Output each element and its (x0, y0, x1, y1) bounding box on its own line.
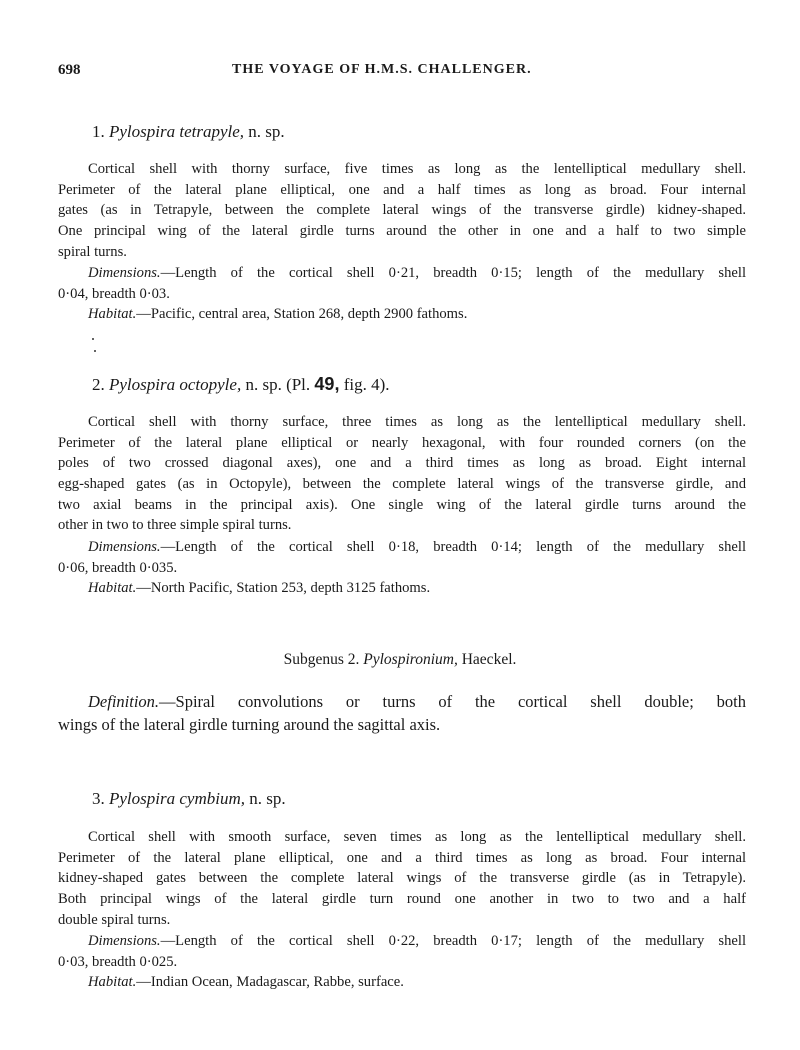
habitat-text: —Pacific, central area, Station 268, depth 2900 fathoms. (136, 306, 468, 322)
species-3-description-line: Perimeter of the lateral plane elliptical, one and a third times as long as broad. Four internal (58, 849, 746, 866)
species-2-name: Pylospira octopyle, (109, 375, 242, 394)
dimensions-label: Dimensions. (88, 539, 161, 555)
species-1-dimensions (58, 263, 746, 304)
species-2-description-line: two axial beams in the principal axis). One single wing of the lateral girdle turns around the (58, 496, 746, 513)
species-3-dimensions (58, 931, 746, 972)
species-3-description-line: Both principal wings of the lateral girdle turn round one another in two to two and a half (58, 891, 746, 908)
species-1-description-line: Cortical shell with thorny surface, five times as long as the lentelliptical medullary shell. (88, 161, 746, 177)
species-3-description-line: double spiral turns. (58, 911, 171, 928)
dimensions-text: —Length of the cortical shell 0·22, breadth 0·17; length of the medullary shell (160, 933, 746, 949)
species-2-description-line: other in two to three simple spiral turns. (58, 517, 292, 534)
definition (58, 690, 746, 736)
species-2-description (58, 412, 746, 536)
species-1-heading (92, 122, 285, 142)
dimensions-text-cont: 0·03, breadth 0·025. (58, 953, 178, 970)
species-2-habitat (58, 578, 776, 599)
species-1-suffix: n. sp. (248, 122, 285, 141)
species-2-description-line: Perimeter of the lateral plane elliptical or nearly hexagonal, with four rounded corners (on the (58, 434, 746, 451)
species-1-description (58, 159, 746, 262)
dimensions-text: —Length of the cortical shell 0·21, breadth 0·15; length of the medullary shell (160, 265, 746, 281)
dimensions-label: Dimensions. (88, 265, 161, 281)
print-speck (94, 350, 96, 352)
dimensions-text-cont: 0·06, breadth 0·035. (58, 559, 178, 576)
figure-ref: fig. 4). (343, 375, 390, 394)
subgenus-heading (0, 651, 800, 669)
species-1-description-line: spiral turns. (58, 243, 127, 260)
species-2-suffix: n. sp. (Pl. (245, 375, 311, 394)
species-3-description-line: Cortical shell with smooth surface, seven times as long as the lentelliptical medullary shell. (88, 829, 746, 845)
species-1-description-line: One principal wing of the lateral girdle turns around the other in one and a half to two simple (58, 223, 746, 240)
species-1-description-line: Perimeter of the lateral plane elliptical, one and a half times as long as broad. Four internal (58, 181, 746, 198)
habitat-text: —Indian Ocean, Madagascar, Rabbe, surface. (136, 974, 404, 990)
species-3-suffix: n. sp. (249, 789, 286, 808)
page-number: 698 (58, 62, 81, 78)
subgenus-author: Haeckel. (461, 651, 517, 668)
species-3-number: 3. (92, 789, 105, 808)
species-1-name: Pylospira tetrapyle, (109, 122, 245, 141)
definition-label: Definition. (88, 692, 160, 711)
species-3-heading (92, 789, 286, 809)
habitat-label: Habitat. (88, 580, 137, 596)
running-title: THE VOYAGE OF H.M.S. CHALLENGER. (232, 62, 532, 77)
habitat-label: Habitat. (88, 974, 137, 990)
species-1-habitat (58, 304, 776, 325)
habitat-label: Habitat. (88, 306, 137, 322)
definition-text-cont: wings of the lateral girdle turning around the sagittal axis. (58, 715, 441, 734)
dimensions-text-cont: 0·04, breadth 0·03. (58, 285, 170, 302)
subgenus-name: Pylospironium, (363, 651, 458, 668)
species-3-description-line: kidney-shaped gates between the complete lateral wings of the transverse girdle (as in Tetrapyle). (58, 870, 746, 887)
definition-text: —Spiral convolutions or turns of the cortical shell double; both (159, 692, 746, 711)
species-2-number: 2. (92, 375, 105, 394)
species-2-heading (92, 374, 390, 395)
subgenus-prefix: Subgenus 2. (283, 651, 360, 668)
species-2-description-line: egg-shaped gates (as in Octopyle), between the complete lateral wings of the transverse girdle, and (58, 476, 746, 493)
species-2-description-line: poles of two crossed diagonal axes), one and a third times as long as broad. Eight internal (58, 455, 746, 472)
dimensions-label: Dimensions. (88, 933, 161, 949)
species-1-number: 1. (92, 122, 105, 141)
species-1-description-line: gates (as in Tetrapyle, between the complete lateral wings of the transverse girdle) kidney-shaped. (58, 202, 746, 219)
print-speck (92, 338, 94, 340)
habitat-text: —North Pacific, Station 253, depth 3125 fathoms. (136, 580, 431, 596)
species-2-description-line: Cortical shell with thorny surface, three times as long as the lentelliptical medullary shell. (88, 414, 746, 430)
plate-number: 49, (314, 374, 340, 394)
dimensions-text: —Length of the cortical shell 0·18, breadth 0·14; length of the medullary shell (160, 539, 746, 555)
species-3-name: Pylospira cymbium, (109, 789, 245, 808)
species-3-habitat (58, 972, 776, 993)
species-2-dimensions (58, 537, 746, 578)
species-3-description (58, 827, 746, 930)
